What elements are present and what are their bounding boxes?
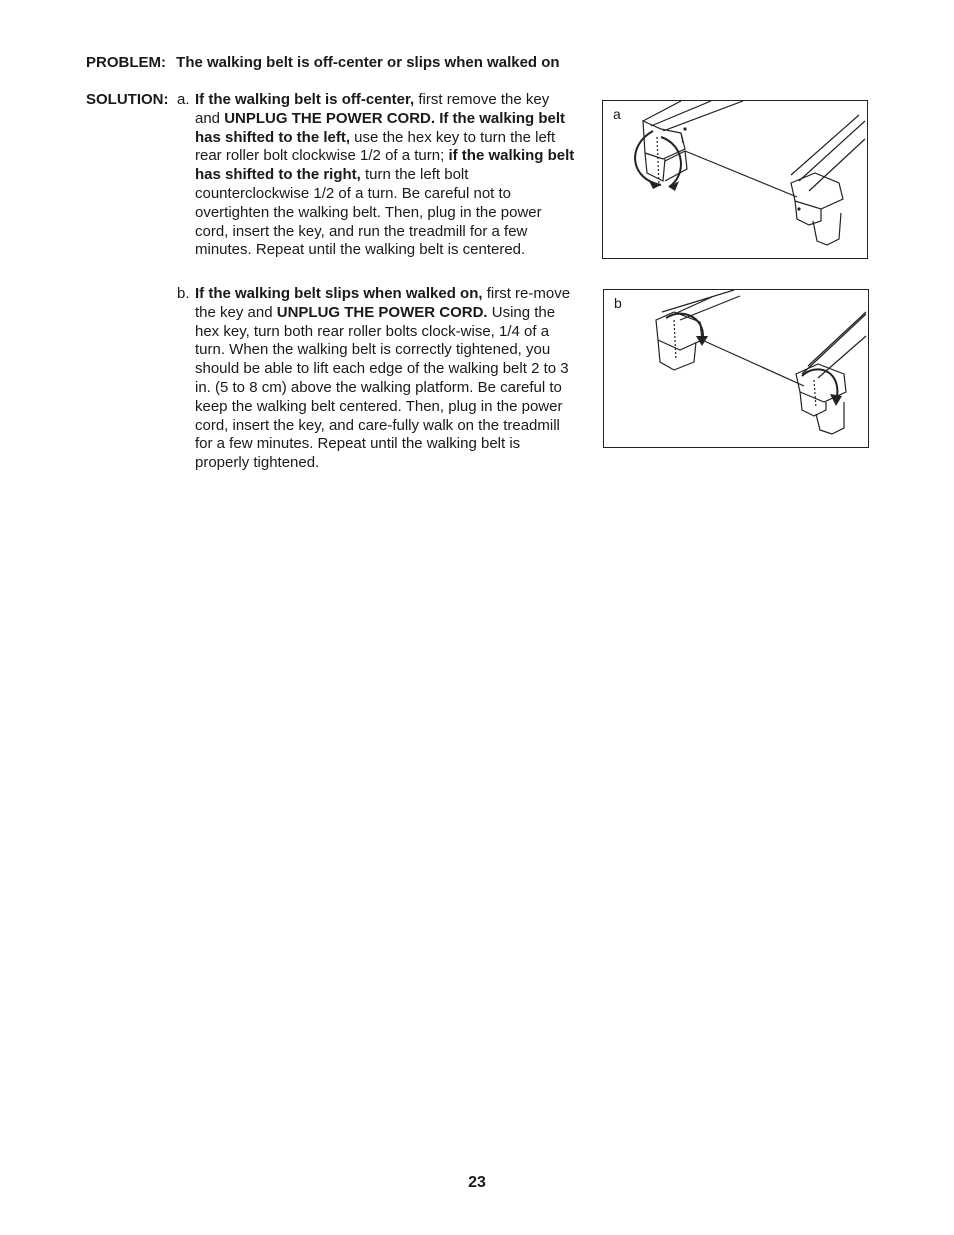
step-a-letter: a. bbox=[177, 91, 190, 108]
step-b-segment: UNPLUG THE POWER CORD. bbox=[276, 303, 488, 321]
page-number: 23 bbox=[468, 1174, 486, 1191]
figure-b-label: b bbox=[614, 295, 622, 311]
problem-label: PROBLEM: bbox=[86, 54, 166, 71]
step-a-segment: if the walking belt has shifted to the right, bbox=[195, 147, 575, 184]
step-a-segment: first remove the key and bbox=[195, 91, 550, 127]
step-b-letter: b. bbox=[177, 285, 190, 302]
step-a-segment: UNPLUG THE POWER CORD. If the walking belt has shifted to the left, bbox=[195, 109, 566, 146]
step-b-segment: first re-move the key and bbox=[195, 285, 571, 321]
figure-b bbox=[603, 289, 869, 448]
solution-label: SOLUTION: bbox=[86, 91, 169, 108]
step-a-text bbox=[195, 91, 575, 260]
step-b-text bbox=[195, 285, 575, 473]
step-a-segment: use the hex key to turn the left rear roller bolt clockwise 1/2 of a turn; bbox=[195, 128, 556, 165]
problem-heading bbox=[86, 54, 560, 71]
step-b-segment: Using the hex key, turn both rear roller bolts clock-wise, 1/4 of a turn. When the walking belt is correctly tightened, you should be able to lift each edge of the walking belt 2 to 3 in. (5 to 8 cm) above the walking platform. Be careful to keep the walking belt centered. Then, plug in the power cord, insert the key, and care-fully walk on the treadmill for a few minutes. Repeat until the walking belt is properly tightened. bbox=[195, 303, 569, 472]
step-a-segment: turn the left bolt counterclockwise 1/2 of a turn. Be careful not to overtighten the walking belt. Then, plug in the power cord, insert the key, and run the treadmill for a few minutes. Repeat until the walking belt is centered. bbox=[195, 166, 542, 259]
problem-text: The walking belt is off-center or slips when walked on bbox=[176, 54, 560, 71]
figure-a bbox=[602, 100, 868, 259]
treadmill-rear-illustration-b bbox=[604, 290, 870, 449]
step-a-segment: If the walking belt is off-center, bbox=[195, 91, 415, 108]
figure-a-label: a bbox=[613, 106, 621, 122]
step-b-segment: If the walking belt slips when walked on, bbox=[195, 285, 483, 302]
treadmill-rear-illustration-a bbox=[603, 101, 869, 260]
